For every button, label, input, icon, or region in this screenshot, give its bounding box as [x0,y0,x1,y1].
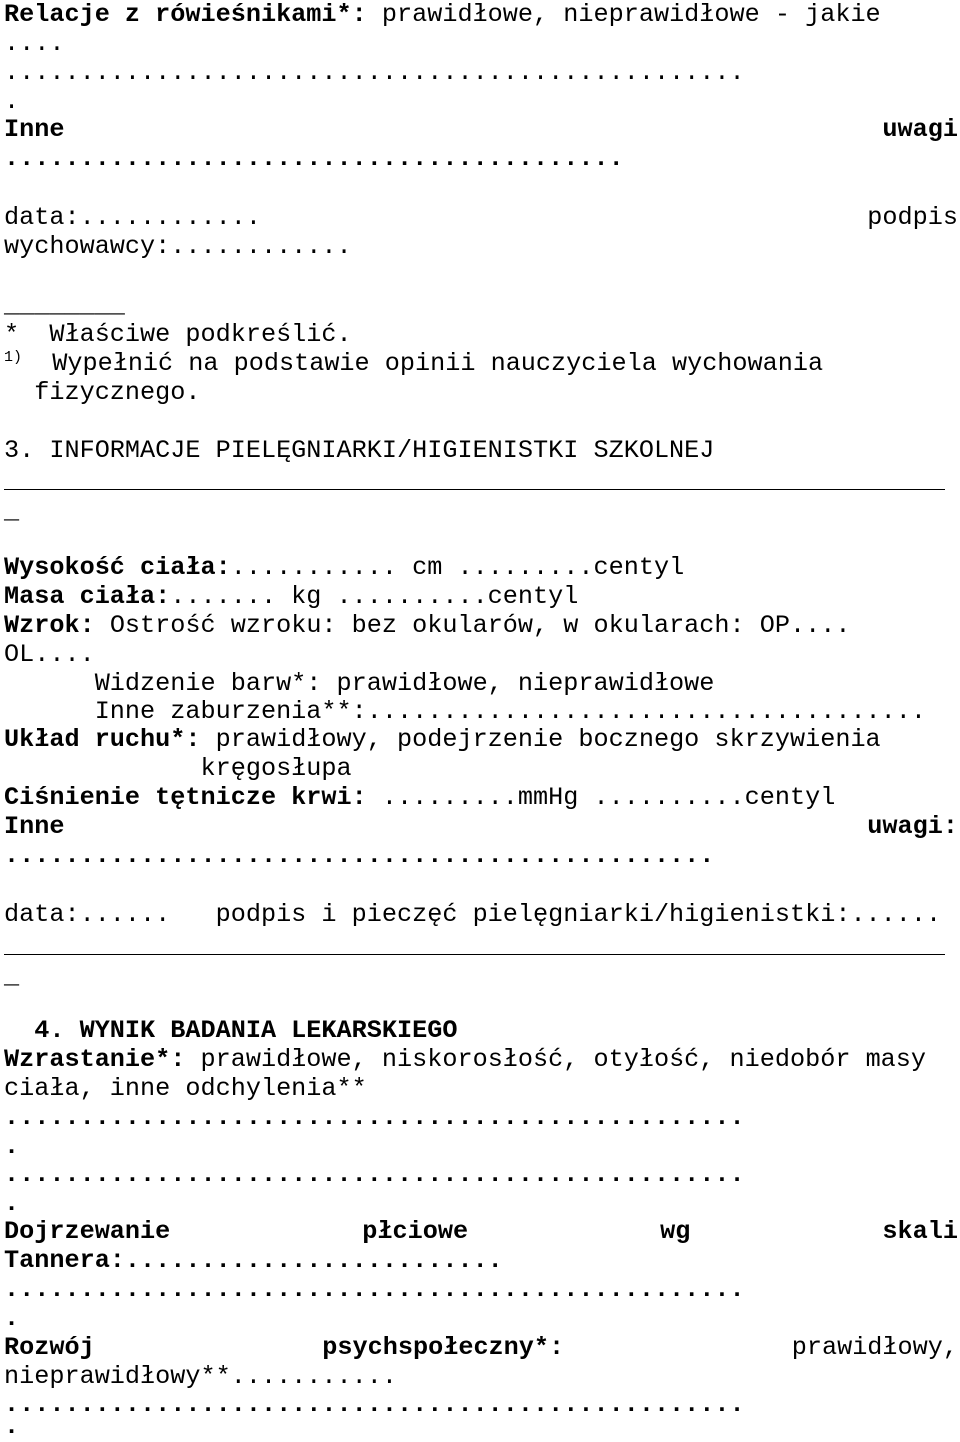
other-label: Inne [4,115,65,144]
dots-line: ......................................... [4,144,624,173]
peer-relations-line [4,0,960,29]
dots-line: ................................................. [4,58,745,87]
separator-line [4,489,945,490]
growth-cont-line: ciała, inne odchylenia** [4,1074,367,1103]
color-vision-line: Widzenie barw*: prawidłowe, nieprawidłowe [4,669,715,698]
section-4-heading: 4. WYNIK BADANIA LEKARSKIEGO [4,1016,458,1045]
tanner-word: wg [660,1217,691,1246]
posture-cont-line: kręgosłupa [4,754,352,783]
teacher-signature-line [4,203,958,232]
vision-ol-line: OL.... [4,640,95,669]
psychosocial-cont-line: nieprawidłowy**........... [4,1362,397,1391]
peer-relations-label: Relacje z rówieśnikami*: [4,0,367,29]
dots-line: . [4,87,20,116]
footnote-one-text: Wypełnić na podstawie opinii nauczyciela wychowania [22,349,824,378]
footnote-rule: ________ [4,291,125,320]
dots-line: ................................................. [4,1390,745,1419]
date-field: data:............ [4,203,261,232]
nurse-signature-label: podpis i pieczęć pielęgniarki/higienistki:...... [170,900,942,929]
date-field: data:...... [4,900,171,929]
peer-relations-text: prawidłowe, nieprawidłowe - jakie [366,0,881,29]
separator-dash: _ [4,962,20,991]
psychosocial-word: psychspołeczny*: [322,1333,565,1362]
dots-line: . [4,1304,20,1333]
posture-line [4,725,960,754]
dots-line: . [4,1132,20,1161]
dots-line: . [4,1189,20,1218]
signature-label: podpis [867,203,958,232]
separator-dash: _ [4,497,20,526]
mass-text: ....... kg ..........centyl [170,582,579,611]
tanner-line [4,1217,958,1246]
dots-line: ................................................. [4,1275,745,1304]
footnote-one [4,349,960,378]
growth-label: Wzrastanie*: [4,1045,186,1074]
psychosocial-line [4,1333,958,1362]
growth-line [4,1045,960,1074]
height-text: ........... cm .........centyl [230,553,685,582]
posture-text: prawidłowy, podejrzenie bocznego skrzywienia [200,725,881,754]
other-remarks-line [4,115,958,144]
nurse-signature-line [4,900,960,929]
tanner-word: Dojrzewanie [4,1217,171,1246]
psychosocial-word: Rozwój [4,1333,95,1362]
separator-line [4,954,945,955]
tanner-cont-line: Tannera:......................... [4,1246,503,1275]
blood-pressure-label: Ciśnienie tętnicze krwi: [4,783,367,812]
posture-label: Układ ruchu*: [4,725,201,754]
dots-line: ................................................. [4,1103,745,1132]
other-label: Inne [4,812,65,841]
remarks-label: uwagi [882,115,958,144]
dots-line: .... [4,29,65,58]
tanner-word: skali [882,1217,958,1246]
remarks-label: uwagi: [867,812,958,841]
dots-line: ............................................... [4,841,715,870]
blood-pressure-text: .........mmHg ..........centyl [366,783,836,812]
footnote-star: * Właściwe podkreślić. [4,320,352,349]
mass-line [4,582,960,611]
footnote-one-cont: fizycznego. [4,378,201,407]
dots-line: ................................................. [4,1160,745,1189]
teacher-label: wychowawcy:............ [4,232,352,261]
vision-line [4,611,960,640]
psychosocial-word: prawidłowy, [791,1333,958,1362]
vision-label: Wzrok: [4,611,95,640]
vision-text: Ostrość wzroku: bez okularów, w okularach: OP.... [94,611,851,640]
growth-text: prawidłowe, niskorosłość, otyłość, niedobór masy [185,1045,927,1074]
mass-label: Masa ciała: [4,582,171,611]
dots-line: . [4,1412,20,1441]
blood-pressure-line [4,783,960,812]
tanner-word: płciowe [362,1217,469,1246]
height-line [4,553,960,582]
other-disorders-line: Inne zaburzenia**:..................................... [4,697,927,726]
height-label: Wysokość ciała: [4,553,231,582]
footnote-marker: 1) [4,349,23,366]
section-3-heading: 3. INFORMACJE PIELĘGNIARKI/HIGIENISTKI SZKOLNEJ [4,436,715,465]
other-remarks-line [4,812,958,841]
